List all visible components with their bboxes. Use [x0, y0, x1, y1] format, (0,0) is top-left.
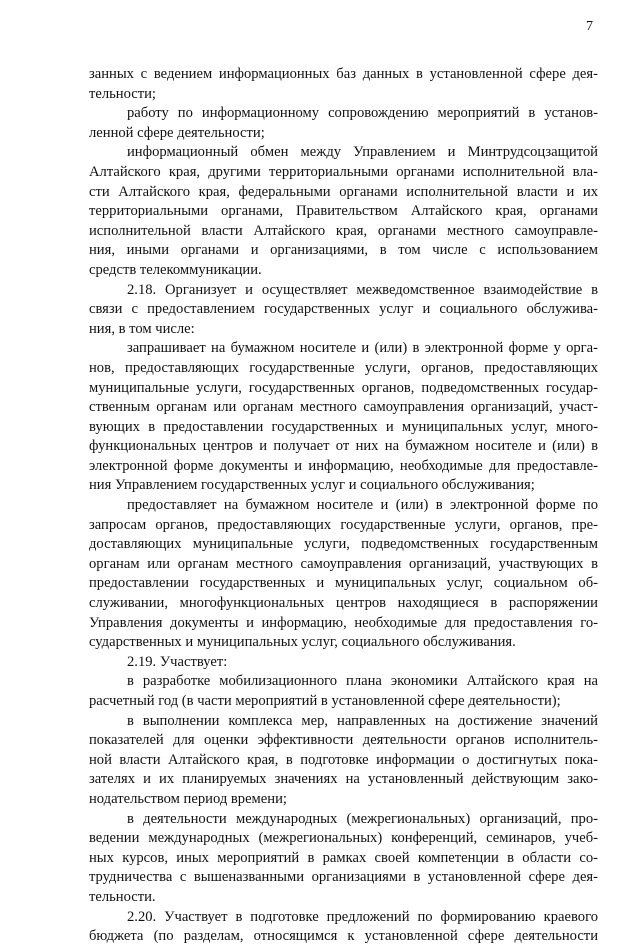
paragraph [89, 653, 598, 673]
text-line: Алтайского края, другими территориальными органами исполнительной вла- [89, 163, 598, 180]
text-line: 2.18. Организует и осуществляет межведомственное взаимодействие в [127, 281, 598, 298]
text-line: ных курсов, иных мероприятий в рамках своей компетенции в области со- [89, 849, 598, 866]
paragraph [89, 104, 598, 143]
text-line: в выполнении комплекса мер, направленных на достижение значений [127, 712, 598, 729]
text-line: сударственных и муниципальных услуг, социального обслуживания. [89, 634, 516, 651]
text-line: ния, в том числе: [89, 320, 195, 337]
paragraph [89, 712, 598, 810]
text-line: служивании, многофункциональных центров находящиеся в распоряжении [89, 595, 598, 612]
text-line: 2.19. Участвует: [127, 653, 228, 670]
text-line: работу по информационному сопровождению мероприятий в установ- [127, 105, 598, 122]
text-line: тельности. [89, 888, 156, 905]
text-line: сти Алтайского края, федеральными органами исполнительной власти и их [89, 183, 598, 200]
text-line: нов, предоставляющих государственные услуги, органов, предоставляющих [89, 359, 598, 376]
text-line: ственным органам или органам местного самоуправления организаций, участ- [89, 399, 598, 416]
paragraph [89, 281, 598, 340]
text-line: расчетный год (в части мероприятий в установленной сфере деятельности); [89, 693, 561, 709]
text-line: показателей для оценки эффективности деятельности органов исполнитель- [89, 732, 598, 749]
text-line: бюджета (по разделам, относящимся к установленной сфере деятельности [89, 928, 598, 945]
text-line: предоставлении государственных и муниципальных услуг, социальном об- [89, 575, 598, 592]
text-line: муниципальные услуги, государственных органов, подведомственных государ- [89, 379, 598, 396]
paragraph [89, 672, 598, 711]
paragraph [89, 810, 598, 908]
text-line: территориальными органами, Правительством Алтайского края, органами [89, 203, 598, 220]
text-line: зателях и их планируемых значениях на установленный действующим зако- [89, 771, 598, 788]
text-line: в разработке мобилизационного плана экономики Алтайского края на [127, 673, 598, 690]
text-line: ведении международных (межрегиональных) конференций, семинаров, учеб- [89, 830, 598, 847]
paragraph [89, 908, 598, 947]
text-line: функциональных центров и получает от них на бумажном носителе и (или) в [89, 438, 598, 455]
paragraph [89, 339, 598, 496]
page-number: 7 [586, 19, 593, 34]
text-line: 2.20. Участвует в подготовке предложений по формированию краевого [127, 908, 598, 925]
text-line: вующих в предоставлении государственных и муниципальных услуг, много- [89, 418, 598, 435]
text-line: занных с ведением информационных баз данных в установленной сфере дея- [89, 66, 598, 82]
text-line: тельности; [89, 85, 156, 102]
text-line: ленной сфере деятельности; [89, 124, 265, 141]
text-line: запрашивает на бумажном носителе и (или) в электронной форме у орга- [127, 340, 598, 357]
paragraph [89, 143, 598, 280]
text-line: органам или органам местного самоуправления организаций, участвующих в [89, 555, 598, 572]
text-line: нодательством период времени; [89, 790, 287, 807]
text-line: предоставляет на бумажном носителе и (или) в электронной форме по [127, 497, 598, 514]
paragraph [89, 496, 598, 653]
text-line: средств телекоммуникации. [89, 261, 262, 278]
text-line: запросам органов, предоставляющих государственные услуги, органов, пре- [89, 516, 598, 533]
text-line: ной власти Алтайского края, в подготовке информации о достигнутых пока- [89, 751, 598, 768]
text-line: Управления документы и информацию, необходимые для предоставления го- [89, 614, 598, 631]
text-line: информационный обмен между Управлением и Минтрудсоцзащитой [127, 144, 598, 161]
text-line: связи с предоставлением государственных услуг и социального обслужива- [89, 301, 598, 318]
text-line: в деятельности международных (межрегиональных) организаций, про- [127, 810, 598, 827]
text-line: ния, иными органами и организациями, в том числе с использованием [89, 242, 598, 259]
paragraph [89, 65, 598, 104]
text-line: электронной форме документы и информацию, необходимые для предоставле- [89, 457, 598, 474]
text-line: ния Управлением государственных услуг и социального обслуживания; [89, 477, 535, 494]
document-body [89, 65, 598, 947]
text-line: доставляющих муниципальные услуги, подведомственных государственным [89, 536, 598, 553]
text-line: исполнительной власти Алтайского края, органами местного самоуправле- [89, 222, 598, 239]
text-line: трудничества с вышеназванными организациями в установленной сфере дея- [89, 869, 598, 886]
